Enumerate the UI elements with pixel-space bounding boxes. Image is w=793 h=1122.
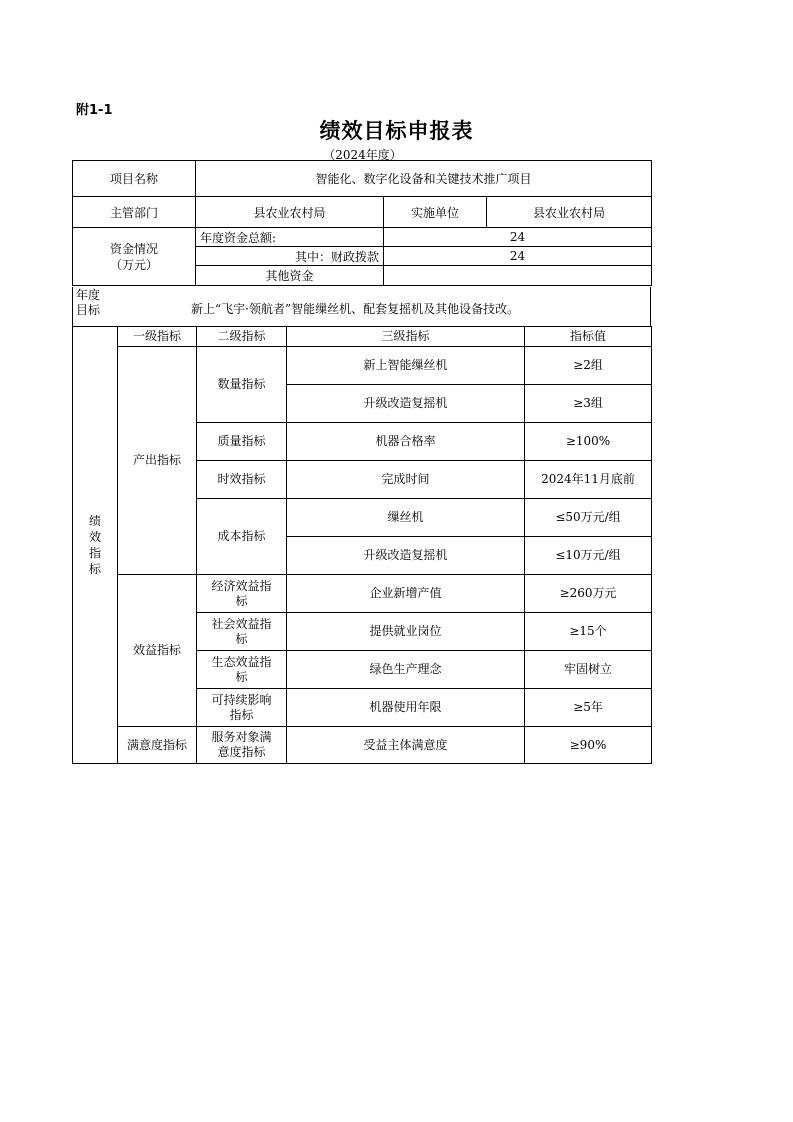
- indicator-item: 缫丝机: [287, 499, 525, 537]
- goal-label-line1: 年度: [76, 288, 101, 302]
- header-level2: 二级指标: [197, 327, 287, 347]
- level2-quality: 质量指标: [197, 423, 287, 461]
- level2-social: 社会效益指标: [197, 613, 287, 651]
- indicator-item: 企业新增产值: [287, 575, 525, 613]
- fund-label-line2: （万元）: [109, 257, 158, 272]
- level1-benefit: 效益指标: [118, 575, 197, 727]
- indicators-side-label: 绩效指标: [73, 327, 118, 764]
- indicator-value: ≥3组: [525, 385, 652, 423]
- indicator-item: 升级改造复摇机: [287, 385, 525, 423]
- indicator-value: ≤10万元/组: [525, 537, 652, 575]
- header-value: 指标值: [525, 327, 652, 347]
- project-name-label: 项目名称: [73, 161, 196, 197]
- header-level1: 一级指标: [118, 327, 197, 347]
- indicator-value: ≥100%: [525, 423, 652, 461]
- indicator-item: 完成时间: [287, 461, 525, 499]
- indicator-item: 新上智能缫丝机: [287, 347, 525, 385]
- level2-quantity: 数量指标: [197, 347, 287, 423]
- level2-timeliness: 时效指标: [197, 461, 287, 499]
- level2-economic: 经济效益指标: [197, 575, 287, 613]
- project-name-value: 智能化、数字化设备和关键技术推广项目: [196, 161, 652, 197]
- annex-label: 附1-1: [76, 103, 113, 118]
- annual-goal-section: [72, 287, 651, 326]
- impl-label: 实施单位: [384, 197, 487, 228]
- level1-satisfaction: 满意度指标: [118, 727, 197, 764]
- dept-value: 县农业农村局: [196, 197, 384, 228]
- impl-value: 县农业农村局: [487, 197, 652, 228]
- level2-ecological: 生态效益指标: [197, 651, 287, 689]
- goal-text: 新上“飞宇·领航者”智能缫丝机、配套复摇机及其他设备技改。: [191, 302, 520, 316]
- level2-cost: 成本指标: [197, 499, 287, 575]
- level2-service: 服务对象满意度指标: [197, 727, 287, 764]
- project-info-table: [72, 160, 652, 286]
- goal-label-line2: 目标: [76, 303, 101, 317]
- goal-label: [76, 288, 106, 318]
- indicator-item: 机器使用年限: [287, 689, 525, 727]
- indicator-item: 绿色生产理念: [287, 651, 525, 689]
- fund-other-value: [384, 266, 652, 286]
- performance-indicators-table: [72, 326, 652, 764]
- indicator-value: ≥2组: [525, 347, 652, 385]
- fund-label-line1: 资金情况: [109, 241, 158, 256]
- fund-total-value: 24: [384, 228, 652, 247]
- year-note: （2024年度）: [323, 148, 402, 162]
- fund-other-label: 其他资金: [196, 266, 384, 286]
- indicator-item: 升级改造复摇机: [287, 537, 525, 575]
- level2-sustainable: 可持续影响指标: [197, 689, 287, 727]
- indicator-value: ≥260万元: [525, 575, 652, 613]
- indicator-item: 机器合格率: [287, 423, 525, 461]
- fund-label: [73, 228, 196, 286]
- indicator-value: ≥5年: [525, 689, 652, 727]
- indicator-value: ≥15个: [525, 613, 652, 651]
- indicator-value: 牢固树立: [525, 651, 652, 689]
- fund-total-label: 年度资金总额:: [196, 228, 384, 247]
- indicator-value: ≤50万元/组: [525, 499, 652, 537]
- page-title: 绩效目标申报表: [319, 119, 474, 143]
- level1-output: 产出指标: [118, 347, 197, 575]
- dept-label: 主管部门: [73, 197, 196, 228]
- fund-fiscal-label: 其中：财政拨款: [196, 247, 384, 266]
- fund-fiscal-value: 24: [384, 247, 652, 266]
- indicator-item: 受益主体满意度: [287, 727, 525, 764]
- indicator-value: ≥90%: [525, 727, 652, 764]
- header-level3: 三级指标: [287, 327, 525, 347]
- indicator-item: 提供就业岗位: [287, 613, 525, 651]
- indicator-value: 2024年11月底前: [525, 461, 652, 499]
